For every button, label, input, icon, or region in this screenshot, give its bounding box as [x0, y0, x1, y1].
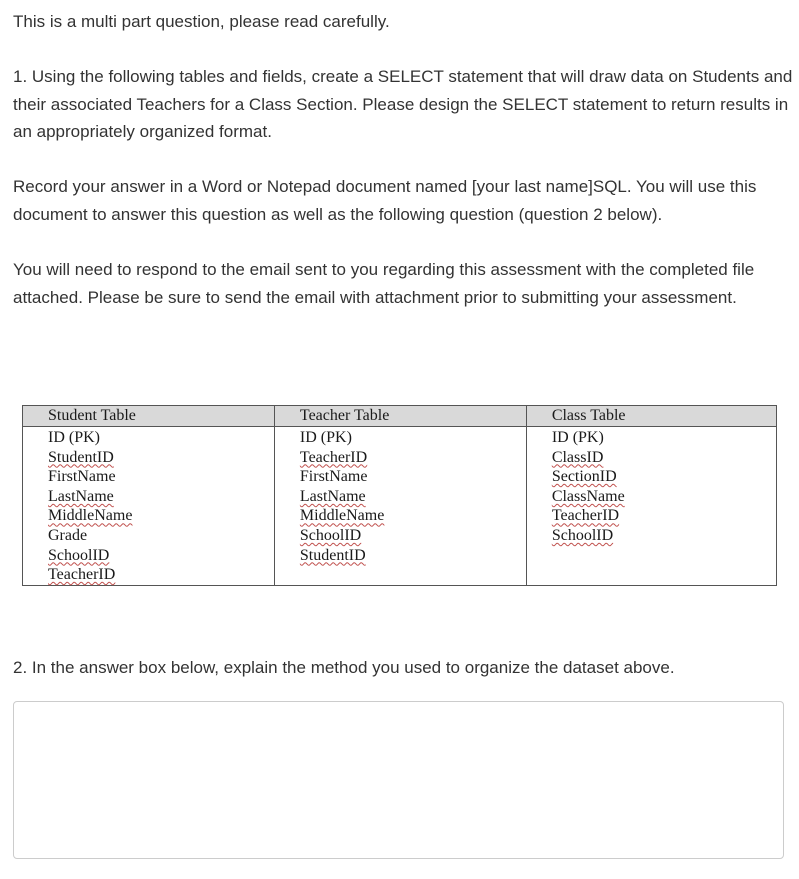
- field-item: TeacherID: [551, 507, 620, 525]
- field-item: LastName: [48, 487, 114, 505]
- field-item: MiddleName: [299, 507, 385, 525]
- question-2-text: 2. In the answer box below, explain the method you used to organize the dataset above.: [13, 658, 675, 677]
- record-instructions-text: Record your answer in a Word or Notepad document named [your last name]SQL. You will use this document to answer this question as well as the following question (question 2 below).: [13, 177, 757, 224]
- field-item: MiddleName: [48, 507, 133, 525]
- question-1-text: 1. Using the following tables and fields, create a SELECT statement that will draw data on Students and their associated Teachers for a Class Section. Please design the SELECT statement to return results in an appropriately organized format.: [13, 67, 793, 141]
- class-table-fields: [526, 427, 776, 586]
- student-table-fields: [23, 427, 275, 586]
- student-table-header: Student Table: [23, 406, 275, 427]
- field-item: ID (PK): [551, 429, 604, 446]
- field-item: StudentID: [48, 448, 114, 466]
- field-item: SchoolID: [48, 546, 110, 564]
- field-item: ID (PK): [48, 429, 100, 446]
- field-item: LastName: [299, 487, 366, 505]
- field-item: SchoolID: [299, 526, 362, 544]
- field-item: ClassName: [551, 487, 625, 505]
- field-item: ClassID: [551, 448, 604, 466]
- field-item: ID (PK): [299, 429, 352, 446]
- intro-text: This is a multi part question, please read carefully.: [13, 12, 390, 31]
- schema-header-row: [23, 406, 777, 427]
- field-item: SectionID: [551, 468, 617, 486]
- field-item: Grade: [48, 526, 88, 544]
- email-instructions-text: You will need to respond to the email sent to you regarding this assessment with the completed file attached. Please be sure to send the email with attachment prior to submitting your assessment.: [13, 260, 755, 307]
- schema-fields-row: [23, 427, 777, 586]
- field-item: FirstName: [299, 468, 368, 486]
- class-table-header: Class Table: [526, 406, 776, 427]
- field-item: StudentID: [299, 546, 366, 564]
- teacher-table-fields: [274, 427, 526, 586]
- field-item: TeacherID: [299, 448, 368, 466]
- answer-textarea[interactable]: [13, 701, 784, 859]
- field-item: TeacherID: [48, 566, 116, 584]
- teacher-table-header: Teacher Table: [274, 406, 526, 427]
- schema-table: [22, 405, 777, 586]
- field-item: FirstName: [48, 468, 116, 486]
- field-item: SchoolID: [551, 526, 614, 544]
